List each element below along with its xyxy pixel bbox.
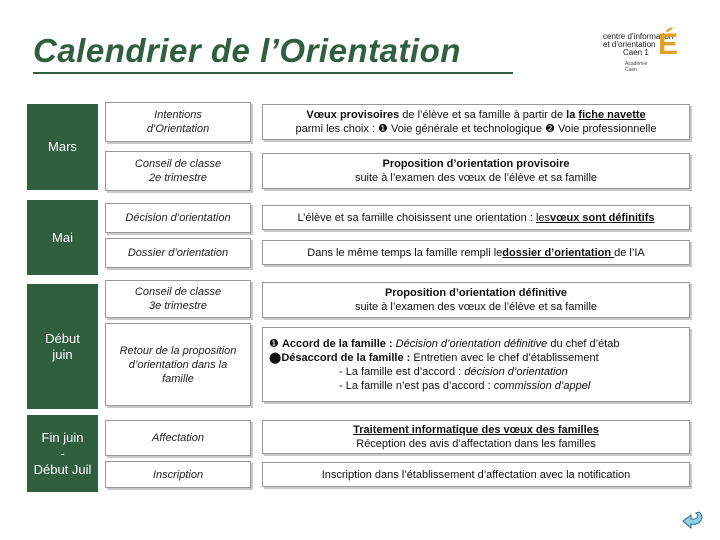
desc-prop-prov-title: Proposition d’orientation provisoire bbox=[382, 158, 570, 170]
step-affectation-label: Affectation bbox=[152, 432, 204, 444]
step-conseil-3e-line2: 3e trimestre bbox=[148, 300, 208, 312]
desc-accord bbox=[262, 327, 690, 402]
desaccord-rest: Entretien avec le chef d’établissement bbox=[410, 351, 599, 364]
step-retour-line1: Retour de la proposition bbox=[119, 344, 237, 357]
desc-prop-def-line2: suite à l’examen des vœux de l’élève et sa famille bbox=[354, 301, 598, 313]
accord-decision: Décision d’orientation définitive bbox=[395, 337, 548, 350]
accord-label: Accord de la famille : bbox=[281, 337, 393, 350]
title-underline bbox=[33, 72, 513, 74]
desaccord-label: Désaccord de la famille : bbox=[281, 351, 411, 364]
bullet-dot-icon: ⬤ bbox=[269, 351, 282, 364]
step-conseil-3e-line1: Conseil de classe bbox=[134, 286, 222, 298]
month-mai-label: Mai bbox=[52, 229, 73, 245]
step-dossier-label: Dossier d’orientation bbox=[127, 247, 229, 259]
step-intentions-line2: d’Orientation bbox=[146, 123, 210, 135]
logo-e-mark: É bbox=[658, 28, 679, 61]
month-mars-label: Mars bbox=[48, 139, 77, 154]
month-fin-juin bbox=[27, 415, 98, 492]
sub1-italic: décision d’orientation bbox=[464, 365, 568, 378]
desc-prop-def-title: Proposition d’orientation définitive bbox=[384, 287, 568, 299]
desc-dossier-line bbox=[263, 246, 689, 260]
desc-traitement-line2: Réception des avis d’affectation dans les familles bbox=[356, 438, 596, 450]
month-fin-juin-label-1: Fin juin bbox=[41, 429, 84, 445]
sub1-text: - La famille est d’accord : bbox=[339, 365, 465, 378]
dossier-orientation-link[interactable]: dossier d’orientation bbox=[502, 246, 615, 259]
step-affectation bbox=[105, 420, 251, 456]
return-arrow-icon[interactable] bbox=[679, 506, 705, 532]
desc-inscription-text: Inscription dans l’établissement d’affectation avec la notification bbox=[321, 468, 631, 481]
step-intentions bbox=[105, 102, 251, 142]
step-dossier bbox=[105, 238, 251, 268]
desc-voeux-text: de l’élève et sa famille à partir de bbox=[399, 109, 567, 121]
step-retour bbox=[105, 323, 251, 406]
traitement-link[interactable]: Traitement informatique des vœux des familles bbox=[353, 424, 599, 436]
desc-inscription bbox=[262, 462, 690, 487]
voeux-definitifs-link-a[interactable]: les bbox=[535, 211, 551, 224]
step-retour-line2: d’orientation dans la bbox=[128, 358, 228, 371]
desc-choix bbox=[262, 205, 690, 230]
step-inscription-label: Inscription bbox=[152, 468, 204, 481]
step-conseil-3e bbox=[105, 280, 251, 318]
desc-accord-line1 bbox=[269, 337, 689, 351]
page-title: Calendrier de l’Orientation bbox=[33, 32, 461, 69]
logo-line3: Caen 1 bbox=[623, 48, 649, 57]
month-fin-juin-label-2: - bbox=[60, 445, 65, 461]
desc-voeux-line2: parmi les choix : ❶ Voie générale et technologique ❷ Voie professionnelle bbox=[295, 123, 657, 135]
step-intentions-line1: Intentions bbox=[154, 109, 202, 121]
month-fin-juin-label-3: Début Juil bbox=[33, 461, 92, 477]
fiche-navette-link[interactable]: fiche navette bbox=[578, 109, 646, 121]
sub2-italic: commission d’appel bbox=[493, 379, 591, 392]
step-decision bbox=[105, 203, 251, 233]
desc-proposition-provisoire bbox=[262, 153, 690, 189]
desc-prop-prov-line2: suite à l’examen des vœux de l’élève et sa famille bbox=[354, 172, 598, 184]
step-decision-label: Décision d’orientation bbox=[125, 212, 231, 224]
cio-logo bbox=[603, 24, 687, 74]
desc-proposition-definitive bbox=[262, 282, 690, 318]
desc-dossier bbox=[262, 240, 690, 265]
step-conseil-2e-line1: Conseil de classe bbox=[134, 158, 222, 170]
desc-voeux-bold2: la bbox=[566, 109, 576, 121]
desc-accord-sub1 bbox=[269, 365, 689, 379]
step-retour-line3: famille bbox=[162, 372, 194, 385]
desc-voeux bbox=[262, 104, 690, 140]
month-debut-juin-label-2: juin bbox=[52, 346, 73, 362]
logo-line4: Académie Caen bbox=[625, 61, 648, 73]
month-debut-juin-label-1: Début bbox=[45, 330, 80, 346]
step-conseil-2e bbox=[105, 151, 251, 191]
logo-line2: et d’orientation bbox=[603, 40, 656, 49]
desc-voeux-bold: Vœux provisoires bbox=[306, 109, 400, 121]
desc-accord-sub2 bbox=[269, 379, 689, 393]
desc-choix-line bbox=[263, 211, 689, 225]
voeux-definitifs-link-b[interactable]: vœux sont définitifs bbox=[550, 211, 655, 224]
desc-accord-line2 bbox=[269, 351, 689, 365]
desc-voeux-line1 bbox=[263, 108, 689, 122]
accord-rest: du chef d’étab bbox=[547, 337, 620, 350]
month-mars bbox=[27, 104, 98, 190]
step-inscription bbox=[105, 461, 251, 488]
step-conseil-2e-line2: 2e trimestre bbox=[148, 172, 208, 184]
sub2-text: - La famille n’est pas d’accord : bbox=[339, 379, 494, 392]
desc-choix-text: L’élève et sa famille choisissent une orientation : bbox=[297, 211, 536, 224]
logo-line1: centre d’information bbox=[603, 32, 674, 41]
desc-traitement bbox=[262, 420, 690, 454]
month-mai bbox=[27, 200, 98, 275]
month-debut-juin bbox=[27, 284, 98, 409]
bullet-one-icon: ❶ bbox=[269, 337, 279, 350]
desc-dossier-after: de l’IA bbox=[614, 246, 645, 259]
desc-dossier-text: Dans le même temps la famille rempli le bbox=[307, 246, 503, 259]
